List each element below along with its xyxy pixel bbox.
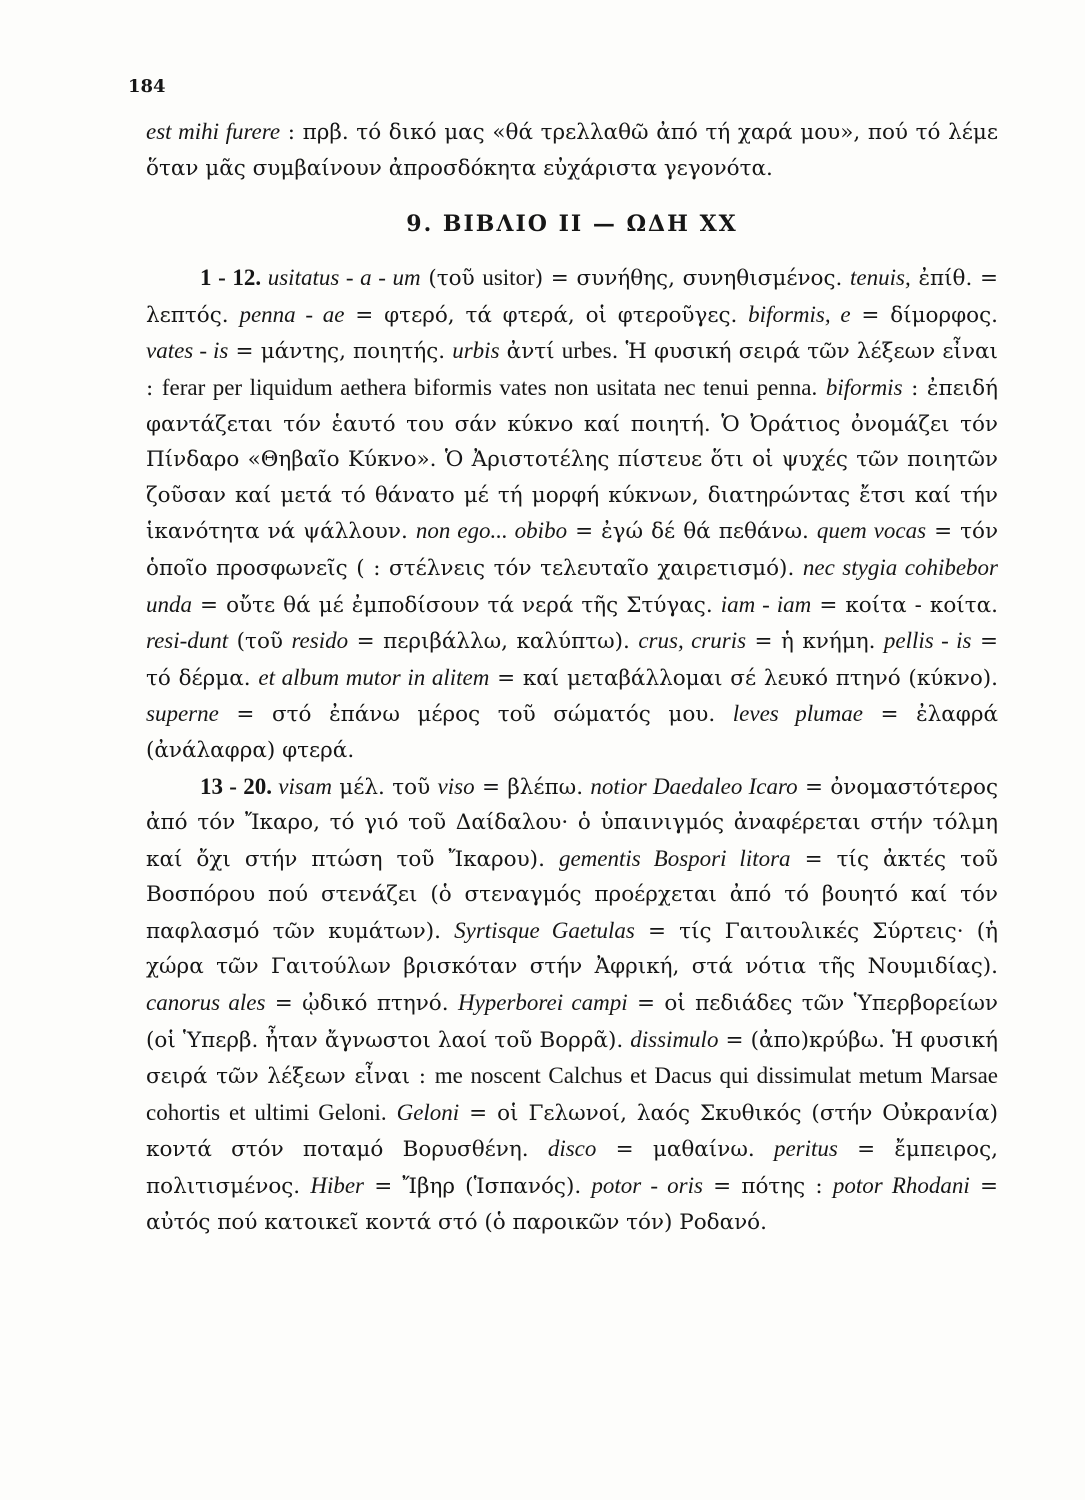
section2-segment: Geloni	[396, 1099, 460, 1125]
section1-segment: resido	[291, 628, 349, 654]
section2-segment: gementis Bospori litora	[558, 845, 791, 871]
section1-segment: superne	[146, 701, 219, 727]
section1-segment: crus, cruris	[638, 628, 747, 654]
section2-segment: potor Rhodani	[832, 1173, 970, 1199]
section1-segment: = στό ἐπάνω μέρος τοῦ σώματός μου.	[218, 702, 733, 728]
intro-segment: : πρβ. τό δικό μας «θά τρελλαθῶ ἀπό τή χαρά μου», πού τό λέμε ὅταν μᾶς συμβαίνουν ἀπροσδόκητα εὐχάριστα γεγονότα.	[146, 120, 998, 181]
section1-segment: = ἐλαφρά (ἀνάλαφρα) φτερά.	[146, 702, 998, 763]
section2-segment: viso	[437, 773, 475, 799]
commentary-lines-13-20	[146, 769, 998, 1241]
section1-segment: quem vocas	[816, 518, 927, 544]
section2-segment: = βλέπω.	[474, 774, 591, 800]
intro-segment: est mihi furere	[146, 119, 281, 144]
section1-segment: = ἐγώ δέ θά πεθάνω.	[567, 519, 817, 545]
section1-segment: usitor	[482, 265, 535, 291]
section1-segment: = δίμορφος.	[850, 302, 998, 328]
section1-segment: biformis	[825, 374, 903, 400]
section-heading: 9. ΒΙΒΛΙΟ ΙΙ — ΩΔΗ ΧΧ	[406, 211, 738, 238]
section1-segment: ἐπίθ. = λεπτός.	[146, 266, 999, 328]
section2-segment: disco	[547, 1136, 597, 1162]
section1-segment: = καί μεταβάλλομαι σέ λευκό πτηνό (κύκνο).	[489, 665, 998, 691]
section2-segment: me noscent Calchus et Dacus qui dissimulat metum Marsae cohortis et ultimi Geloni.	[146, 1063, 998, 1125]
section2-segment: = ᾠδικό πτηνό.	[265, 991, 458, 1017]
section2-segment: = Ἴβηρ (Ἱσπανός).	[364, 1174, 592, 1200]
commentary-lines-1-12	[146, 260, 998, 768]
section1-segment: : ἐπειδή φαντάζεται τόν ἑαυτό του σάν κύκνο καί ποιητή. Ὁ Ὀράτιος ὀνομάζει τόν Πίνδαρο «Θηβαῖο Κύκνο». Ὁ Ἀριστοτέλης πίστευε ὅτι οἱ ψυχές τῶν ποιητῶν ζοῦσαν καί μετά τό θάνατο μέ τή μορφή κύκνων, διατηρώντας ἔτσι καί τήν ἱκανότητα νά ψάλλουν.	[146, 375, 998, 545]
section2-segment	[387, 1101, 397, 1126]
section1-segment: = φτερό, τά φτερά, οἱ φτεροῦγες.	[344, 302, 749, 328]
section1-segment: urbis	[452, 338, 500, 364]
section1-segment: = τόν ὁποῖο προσφωνεῖς ( : στέλνεις τόν τελευταῖο χαιρετισμό).	[146, 519, 999, 581]
section1-segment: usitatus - a - um	[267, 265, 421, 291]
section1-segment: ) = συνήθης, συνηθισμένος.	[534, 266, 851, 292]
section2-segment: = τίς Γαιτουλικές Σύρτεις· (ἡ χώρα τῶν Γαιτούλων βρισκόταν στήν Ἀφρική, στά νότια τῆς Νουμιδίας).	[146, 918, 998, 980]
section1-segment	[817, 376, 826, 401]
section1-segment: = μάντης, ποιητής.	[228, 339, 453, 365]
section1-segment: = κοίτα - κοίτα.	[811, 592, 998, 618]
section2-segment: Hyperborei campi	[457, 990, 628, 1016]
section2-segment: = αὐτός πού κατοικεῖ κοντά στό (ὁ παροικῶν τόν) Ροδανό.	[146, 1174, 998, 1235]
section1-segment: et album mutor in alitem	[258, 664, 490, 690]
section1-segment: . Ἡ φυσική σειρά τῶν λέξεων εἶναι :	[146, 339, 998, 401]
section2-segment: μέλ. τοῦ	[331, 774, 438, 800]
section1-segment: 1 - 12.	[200, 265, 268, 291]
section1-segment: (τοῦ	[420, 266, 483, 292]
section1-segment: urbes	[561, 338, 612, 364]
section2-segment: = πότης :	[702, 1174, 833, 1200]
section2-segment: peritus	[773, 1136, 838, 1162]
section1-segment: ferar per liquidum aethera biformis vates non usitata nec tenui penna.	[161, 374, 818, 400]
section2-segment: = ἔμπειρος, πολιτισμένος.	[146, 1137, 998, 1200]
section1-segment: = οὔτε θά μέ ἐμποδίσουν τά νερά τῆς Στύγας.	[192, 592, 721, 618]
intro-paragraph	[146, 114, 998, 186]
section1-segment: ἀντί	[499, 339, 562, 365]
section1-segment: nec stygia cohibebor unda	[146, 554, 998, 617]
section2-segment: = ὀνομαστότερος ἀπό τόν Ἴκαρο, τό γιό τοῦ Δαίδαλου· ὁ ὑπαινιγμός ἀναφέρεται στήν τόλμη καί ὄχι στήν πτώση τοῦ Ἴκαρου).	[146, 774, 998, 872]
section2-segment: = μαθαίνω.	[596, 1137, 774, 1163]
section1-segment: penna - ae	[239, 301, 345, 327]
section2-segment: = οἱ πεδιάδες τῶν Ὑπερβορείων (οἱ Ὑπερβ. ἦταν ἄγνωστοι λαοί τοῦ Βορρᾶ).	[146, 991, 998, 1053]
section1-segment: pellis - is	[883, 628, 972, 654]
section1-segment: = τό δέρμα.	[146, 629, 998, 691]
section2-segment: Syrtisque Gaetulas	[454, 917, 635, 943]
page-number: 184	[128, 76, 166, 97]
section2-segment: = (ἀπο)κρύβω. Ἡ φυσική σειρά τῶν λέξεων εἶναι :	[146, 1027, 998, 1090]
section1-segment: iam - iam	[720, 591, 812, 617]
section2-segment: notior Daedaleo Icaro	[590, 773, 798, 799]
section2-segment: visam	[278, 773, 332, 799]
section2-segment: potor - oris	[591, 1173, 703, 1199]
section2-segment: = οἱ Γελωνοί, λαός Σκυθικός (στήν Οὐκρανία) κοντά στόν ποταμό Βορυσθένη.	[146, 1100, 998, 1163]
section1-segment: tenuis,	[850, 265, 911, 291]
section1-segment: non ego... obibo	[415, 518, 568, 544]
section2-segment: 13 - 20.	[200, 773, 279, 799]
section2-segment: canorus ales	[146, 990, 266, 1016]
section1-segment: resi-dunt	[146, 628, 229, 654]
section1-segment: = ἡ κνήμη.	[746, 629, 884, 655]
text-block	[146, 114, 998, 1240]
section1-segment: vates - is	[146, 338, 229, 364]
section1-segment: leves plumae	[732, 701, 863, 727]
section1-segment: = περιβάλλω, καλύπτω).	[348, 629, 639, 655]
section2-segment: dissimulo	[630, 1026, 719, 1052]
section1-segment: (τοῦ	[228, 629, 292, 655]
section2-segment: = τίς ἀκτές τοῦ Βοσπόρου πού στενάζει (ὁ στεναγμός προέρχεται ἀπό τό βουητό καί τόν παφλασμό τῶν κυμάτων).	[146, 846, 998, 944]
section1-segment: biformis, e	[748, 301, 851, 327]
section2-segment: Hiber	[310, 1173, 365, 1199]
